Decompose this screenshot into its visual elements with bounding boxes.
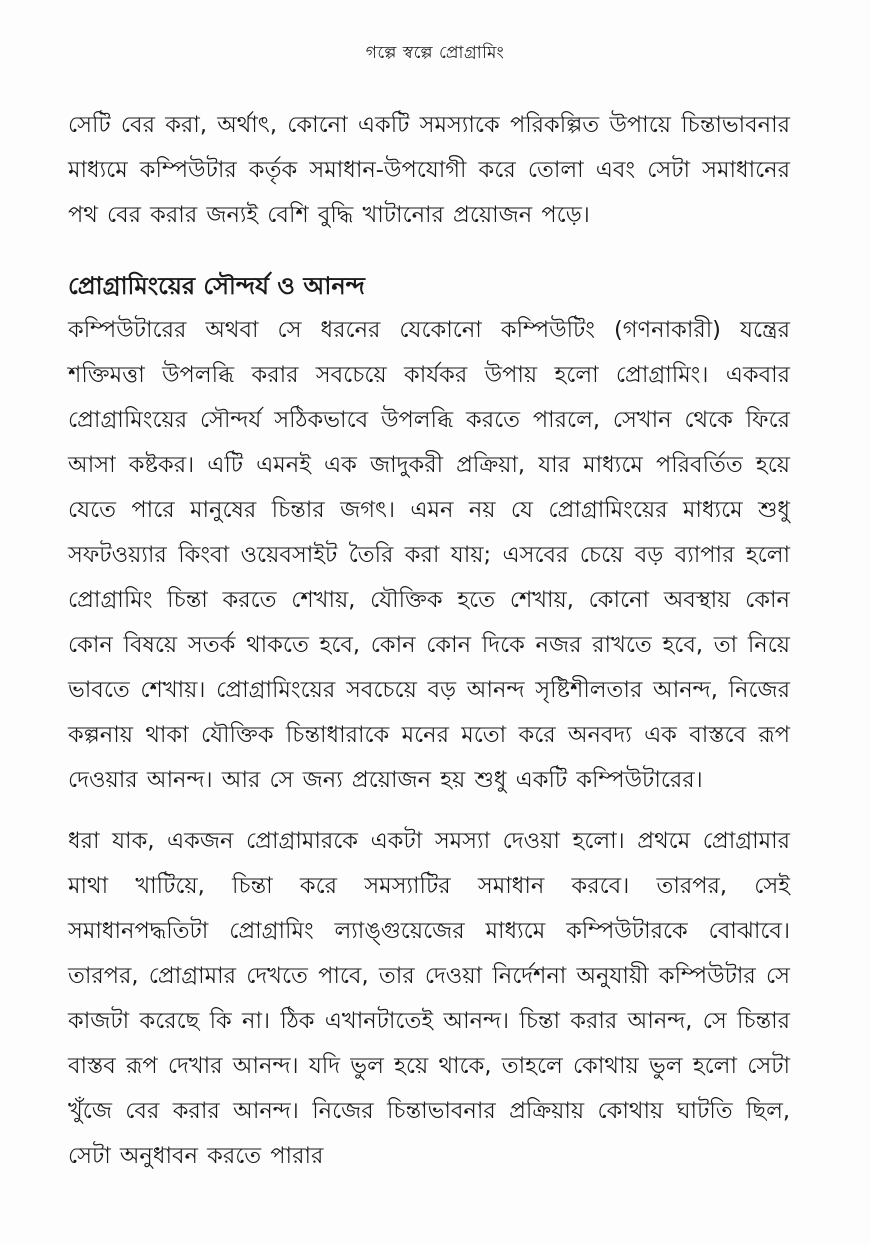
section-heading: প্রোগ্রামিংয়ের সৌন্দর্য ও আনন্দ [68,272,365,300]
paragraph-beauty-joy: কম্পিউটারের অথবা সে ধরনের যেকোনো কম্পিউটিং (গণনাকারী) যন্ত্রের শক্তিমত্তা উপলব্ধি করার সবচেয়ে কার্যকর উপায় হলো প্রোগ্রামিং। একবার প্রোগ্রামিংয়ের সৌন্দর্য সঠিকভাবে উপলব্ধি করতে পারলে, সেখান থেকে ফিরে আসা কষ্টকর। এটি এমনই এক জাদুকরী প্রক্রিয়া, যার মাধ্যমে পরিবর্তিত হয়ে যেতে পারে মানুষের চিন্তার জগৎ। এমন নয় যে প্রোগ্রামিংয়ের মাধ্যমে শুধু সফটওয়্যার কিংবা ওয়েবসাইট তৈরি করা যায়; এসবের চেয়ে বড় ব্যাপার হলো প্রোগ্রামিং চিন্তা করতে শেখায়, যৌক্তিক হতে শেখায়, কোনো অবস্থায় কোন কোন বিষয়ে সতর্ক থাকতে হবে, কোন কোন দিকে নজর রাখতে হবে, তা নিয়ে ভাবতে শেখায়। প্রোগ্রামিংয়ের সবচেয়ে বড় আনন্দ সৃষ্টিশীলতার আনন্দ, নিজের কল্পনায় থাকা যৌক্তিক চিন্তাধারাকে মনের মতো করে অনবদ্য এক বাস্তবে রূপ দেওয়ার আনন্দ। আর সে জন্য প্রয়োজন হয় শুধু একটি কম্পিউটারের। [68,317,790,793]
paragraph-intro: সেটি বের করা, অর্থাৎ, কোনো একটি সমস্যাকে পরিকল্পিত উপায়ে চিন্তাভাবনার মাধ্যমে কম্পিউটার কর্তৃক সমাধান-উপযোগী করে তোলা এবং সেটা সমাধানের পথ বের করার জন্যই বেশি বুদ্ধি খাটানোর প্রয়োজন পড়ে। [68,112,790,228]
paragraph-example: ধরা যাক, একজন প্রোগ্রামারকে একটা সমস্যা দেওয়া হলো। প্রথমে প্রোগ্রামার মাথা খাটিয়ে, চিন্তা করে সমস্যাটির সমাধান করবে। তারপর, সেই সমাধানপদ্ধতিটা প্রোগ্রামিং ল্যাঙ্গুয়েজের মাধ্যমে কম্পিউটারকে বোঝাবে। তারপর, প্রোগ্রামার দেখতে পাবে, তার দেওয়া নির্দেশনা অনুযায়ী কম্পিউটার সে কাজটা করেছে কি না। ঠিক এখানটাতেই আনন্দ। চিন্তা করার আনন্দ, সে চিন্তার বাস্তব রূপ দেখার আনন্দ। যদি ভুল হয়ে থাকে, তাহলে কোথায় ভুল হলো সেটা খুঁজে বের করার আনন্দ। নিজের চিন্তাভাবনার প্রক্রিয়ায় কোথায় ঘাটতি ছিল, সেটা অনুধাবন করতে পারার [68,828,790,1169]
page-body [68,103,790,1179]
running-header: গল্পে স্বল্পে প্রোগ্রামিং [365,43,505,63]
